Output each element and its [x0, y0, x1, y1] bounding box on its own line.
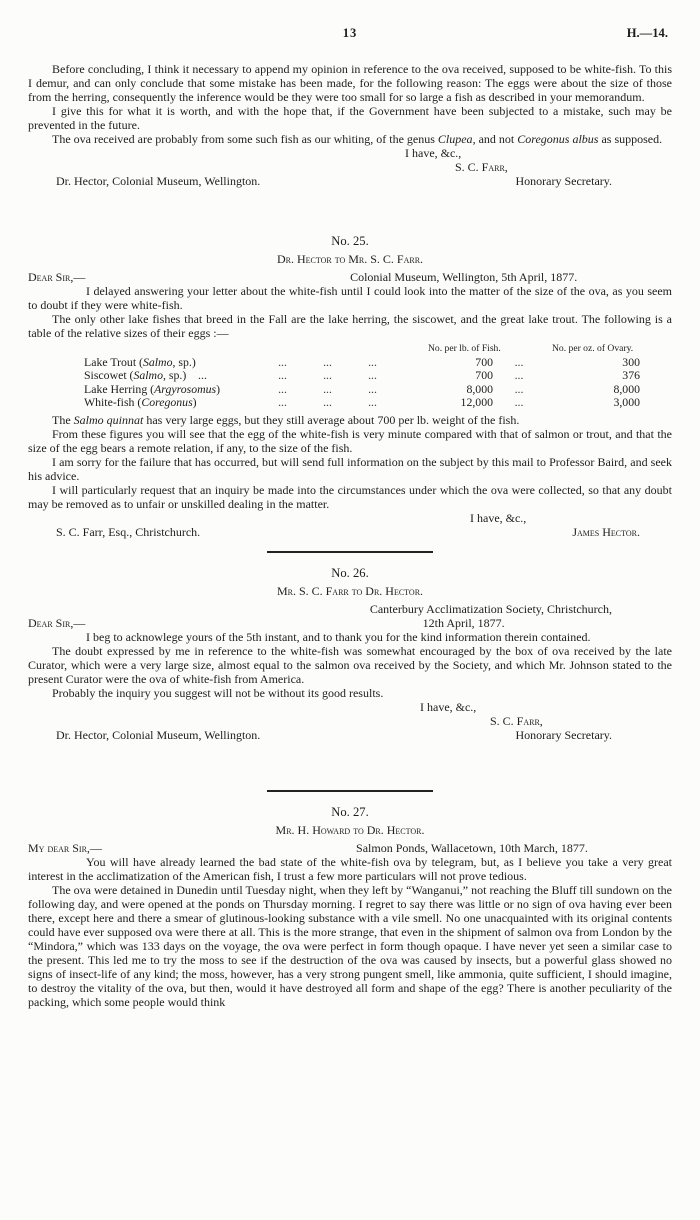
addressee: S. C. Farr, Esq., Christchurch.	[56, 524, 201, 539]
table-row	[28, 383, 672, 396]
egg-size-table	[28, 343, 672, 410]
dot-leader: ...	[323, 355, 332, 369]
dot-leader: ...	[323, 368, 332, 383]
dot-leader: ...	[278, 381, 287, 396]
section-number: No. 25.	[331, 234, 369, 248]
fish-name: White-fish (Coregonus)	[84, 395, 197, 410]
closing-row	[28, 728, 672, 742]
dot-leader: ...	[368, 395, 377, 410]
salutation: My dear Sir,—	[28, 840, 102, 855]
closing-row	[28, 174, 672, 188]
dot-leader: ...	[278, 368, 287, 383]
dot-leader: ...	[278, 355, 287, 369]
closing-row	[28, 525, 672, 539]
letter-no-27	[28, 805, 672, 1009]
signature-name: S. C. Farr,	[490, 713, 543, 728]
dot-leader: ...	[368, 368, 377, 383]
dateline: 12th April, 1877.	[422, 615, 505, 630]
table-row	[28, 396, 672, 409]
eggs-per-lb: 700	[475, 368, 493, 383]
addressee: Dr. Hector, Colonial Museum, Wellington.	[56, 174, 261, 188]
signature-name: James Hector.	[572, 524, 640, 539]
dot-leader: ...	[278, 395, 287, 410]
eggs-per-lb: 8,000	[466, 381, 493, 396]
dot-leader: ...	[514, 395, 524, 410]
salutation-row	[28, 270, 672, 284]
eggs-per-oz: 300	[622, 355, 640, 369]
dot-leader: ...	[514, 381, 524, 396]
dot-leader: ...	[514, 355, 524, 369]
addressee: Dr. Hector, Colonial Museum, Wellington.	[56, 727, 261, 742]
separator-rule	[267, 790, 433, 792]
eggs-per-oz: 376	[622, 368, 640, 383]
dateline: Colonial Museum, Wellington, 5th April, 1877.	[350, 270, 578, 284]
salutation: Dear Sir,—	[28, 615, 86, 630]
paragraph: I will particularly request that an inquiry be made into the circumstances under which the ova were collected, so that any doubt may be removed as to unfair or unskilled dealing in the matter.	[28, 482, 672, 511]
valediction: I have, &c.,	[470, 510, 527, 525]
paragraph: The Salmo quinnat has very large eggs, but they still average about 700 per lb. weight of the fish.	[52, 412, 520, 427]
paragraph: I am sorry for the failure that has occurred, but will send full information on the subject by this mail to Professor Baird, and seek his advice.	[28, 454, 672, 483]
eggs-per-lb: 700	[475, 355, 493, 369]
valediction: I have, &c.,	[405, 146, 462, 160]
page-header	[28, 26, 672, 42]
paragraph: The ova were detained in Dunedin until Tuesday night, when they left by “Wanganui,” not reaching the Bluff till sundown on the following day, and were opened at the ponds on Thursday morning. I regret to say there was little or no sign of ova having ever been there, except here and there a smear of glutinous-looking substance with a vile smell. No one unacquainted with its original contents could have ever supposed ova were there at all. This is the more strange, that even in the shipment of salmon ova from London by the “Mindora,” which was 133 days on the voyage, the ova were perfect in form though opaque. I have never yet seen a similar case to the present. This led me to try the moss to see if the destruction of the ova was caused by insects, but a powerful glass showed no signs of insect-life of any kind; the moss, however, has a very strong pungent smell, like ammonia, quite sufficient, I should imagine, to destroy the vitality of the ova, but then, would it have destroyed all form and shape of the egg? There is another peculiarity of the packing, which some people would think	[28, 882, 672, 1009]
section-number: No. 27.	[331, 804, 369, 819]
signature-title: Honorary Secretary.	[515, 174, 612, 188]
salutation: Dear Sir,—	[28, 270, 86, 284]
salutation-row	[28, 616, 672, 630]
eggs-per-oz: 3,000	[613, 395, 640, 410]
paragraph: I give this for what it is worth, and with the hope that, if the Government have been subjected to a mistake, such may be prevented in the future.	[28, 104, 672, 132]
column-header-per-lb: No. per lb. of Fish.	[428, 343, 501, 354]
section-title: Mr. S. C. Farr to Dr. Hector.	[276, 583, 424, 598]
letter-no-25	[28, 234, 672, 539]
eggs-per-lb: 12,000	[460, 395, 493, 410]
valediction: I have, &c.,	[420, 699, 477, 714]
dot-leader: ...	[514, 368, 524, 383]
dot-leader: ...	[323, 395, 332, 410]
dot-leader: ...	[368, 381, 377, 396]
paragraph: Probably the inquiry you suggest will not be without its good results.	[52, 685, 384, 700]
salutation-row	[28, 841, 672, 855]
sender-address: Canterbury Acclimatization Society, Christchurch,	[369, 601, 612, 616]
page-number: 13	[342, 26, 358, 40]
paragraph: The doubt expressed by me in reference to the white-fish was somewhat encouraged by the box of ova received by the late Curator, which were a very large size, almost equal to the salmon ova received by the Society, and which Mr. Johnson stated to the present Curator were the ova of white-fish from America.	[28, 643, 672, 686]
letter-no-26	[28, 566, 672, 742]
fish-name: Siscowet (Salmo, sp.) ...	[84, 368, 207, 383]
dot-leader: ...	[323, 381, 332, 396]
paragraph: I delayed answering your letter about the white-fish until I could look into the matter of the size of the ova, as you seem to doubt if they were white-fish.	[28, 284, 672, 312]
table-header-row	[28, 343, 672, 356]
dateline: Salmon Ponds, Wallacetown, 10th March, 1877.	[356, 840, 588, 855]
paragraph: Before concluding, I think it necessary to append my opinion in reference to the ova received, supposed to be white-fish. To this I demur, and can only conclude that some mistake has been made, for the following reason: The eggs were about the size of those from the herring, consequently the inference would be they were too small for so large a fish as described in your memorandum.	[28, 62, 672, 104]
letter-fragment	[28, 62, 672, 188]
paper-number: H.—14.	[626, 26, 668, 40]
signature-title: Honorary Secretary.	[515, 727, 612, 742]
dot-leader: ...	[368, 355, 377, 369]
paragraph: The ova received are probably from some such fish as our whiting, of the genus Clupea, and not Coregonus albus as supposed.	[52, 132, 663, 146]
section-title: Dr. Hector to Mr. S. C. Farr.	[276, 252, 424, 266]
paragraph: You will have already learned the bad state of the white-fish ova by telegram, but, as I believe you take a very great interest in the acclimatization of the American fish, I trust a few more particulars will not prove tedious.	[28, 854, 672, 883]
paragraph: From these figures you will see that the egg of the white-fish is very minute compared with that of salmon or trout, and that the size of the egg bears a remote relation, if any, to the size of the fish.	[28, 426, 672, 455]
signature-name: S. C. Farr,	[455, 160, 508, 174]
section-title: Mr. H. Howard to Dr. Hector.	[275, 822, 425, 837]
separator-rule	[267, 551, 433, 553]
fish-name: Lake Herring (Argyrosomus)	[84, 381, 221, 396]
fish-name: Lake Trout (Salmo, sp.)	[84, 355, 196, 369]
table-row	[28, 356, 672, 369]
table-row	[28, 369, 672, 382]
paragraph: The only other lake fishes that breed in the Fall are the lake herring, the siscowet, and the great lake trout. The following is a table of the relative sizes of their eggs :—	[28, 312, 672, 340]
eggs-per-oz: 8,000	[613, 381, 640, 396]
paragraph: I beg to acknowlege yours of the 5th instant, and to thank you for the kind information therein contained.	[86, 629, 591, 644]
section-number: No. 26.	[331, 565, 369, 580]
column-header-per-oz: No. per oz. of Ovary.	[552, 343, 634, 354]
